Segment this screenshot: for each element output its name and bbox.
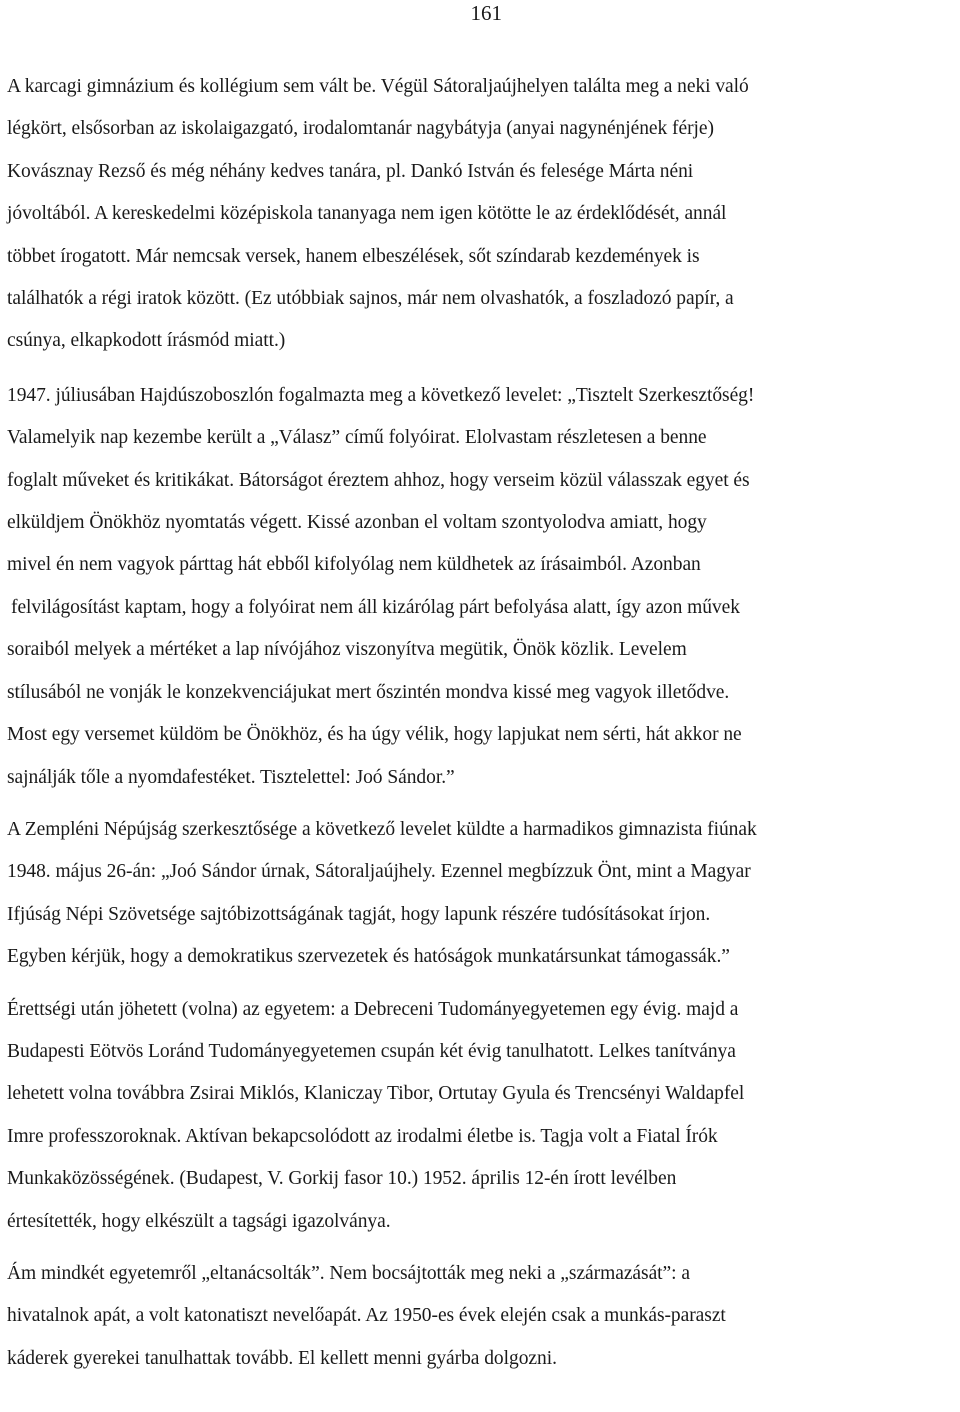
paragraph-gap [7,799,957,809]
text-line: elküldjem Önökhöz nyomtatás végett. Kissé azonban el voltam szontyolodva amiatt, hogy [7,512,707,534]
text-line: értesítették, hogy elkészült a tagsági igazolványa. [7,1210,391,1232]
paragraph-letter-1947 [7,375,957,799]
paragraph-gap [7,363,957,375]
text-line: 1947. júliusában Hajdúszoboszlón fogalmazta meg a következő levelet: „Tisztelt Szerkesztőség! [7,384,755,406]
text-line: káderek gyerekei tanulhattak tovább. El kellett menni gyárba dolgozni. [7,1347,557,1369]
text-line: lehetett volna továbbra Zsirai Miklós, Klaniczay Tibor, Ortutay Gyula és Trencsényi Waldapfel [7,1083,745,1105]
text-line: Kovásznay Rezső és még néhány kedves tanára, pl. Dankó István és felesége Márta néni [7,160,694,182]
text-line: stílusából ne vonják le konzekvenciájukat mert őszintén mondva kissé meg vagyok illetődve. [7,681,730,703]
text-line: Valamelyik nap kezembe került a „Válasz” című folyóirat. Elolvastam részletesen a benne [7,427,707,449]
paragraph-zempleni-nepujsag [7,809,957,979]
paragraph-gap [7,1243,957,1253]
paragraph-karcag [7,66,957,363]
text-line: Imre professzoroknak. Aktívan bekapcsolódott az irodalmi életbe is. Tagja volt a Fiatal Írók [7,1125,718,1147]
text-line: sajnálják tőle a nyomdafestéket. Tisztelettel: Joó Sándor.” [7,766,455,788]
text-line: többet írogatott. Már nemcsak versek, hanem elbeszélések, sőt színdarab kezdemények is [7,245,700,267]
text-line: Ifjúság Népi Szövetsége sajtóbizottságának tagját, hogy lapunk részére tudósításokat írjon. [7,903,711,925]
text-line: találhatók a régi iratok között. (Ez utóbbiak sajnos, már nem olvashatók, a foszladozó papír, a [7,288,734,310]
text-line: felvilágosítást kaptam, hogy a folyóirat nem áll kizárólag párt befolyása alatt, így azon művek [11,596,740,618]
paragraph-gap [7,979,957,989]
text-line: Budapesti Eötvös Loránd Tudományegyetemen csupán két évig tanulhatott. Lelkes tanítványa [7,1040,736,1062]
text-line: A Zempléni Népújság szerkesztősége a következő levelet küldte a harmadikos gimnazista fiúnak [7,818,757,840]
text-line: soraiból melyek a mértéket a lap nívójához viszonyítva megütik, Önök közlik. Levelem [7,639,687,661]
paragraph-egyetem [7,989,957,1243]
paragraph-eltanacsoltak [7,1253,957,1380]
document-body [7,66,957,1380]
text-line: Most egy versemet küldöm be Önökhöz, és ha úgy vélik, hogy lapjukat nem sérti, hát akkor ne [7,724,742,746]
text-line: Munkaközösségének. (Budapest, V. Gorkij fasor 10.) 1952. április 12-én írott levélben [7,1168,677,1190]
text-line: Érettségi után jöhetett (volna) az egyetem: a Debreceni Tudományegyetemen egy évig. majd a [7,998,739,1020]
page-number: 161 [470,1,502,25]
text-line: hivatalnok apát, a volt katonatiszt nevelőapát. Az 1950-es évek elején csak a munkás-paraszt [7,1305,726,1327]
text-line: Ám mindkét egyetemről „eltanácsolták”. Nem bocsájtották meg neki a „származását”: a [7,1262,690,1284]
text-line: foglalt műveket és kritikákat. Bátorságot éreztem ahhoz, hogy verseim közül válasszak egyet és [7,469,750,491]
text-line: csúnya, elkapkodott írásmód miatt.) [7,330,286,352]
text-line: Egyben kérjük, hogy a demokratikus szervezetek és hatóságok munkatársunkat támogassák.” [7,946,730,968]
text-line: légkört, elsősorban az iskolaigazgató, irodalomtanár nagybátyja (anyai nagynénjének férje) [7,118,714,140]
text-line: A karcagi gimnázium és kollégium sem vált be. Végül Sátoraljaújhelyen találta meg a neki való [7,76,749,97]
text-line: jóvoltából. A kereskedelmi középiskola tananyaga nem igen kötötte le az érdeklődését, annál [7,203,727,225]
text-line: mivel én nem vagyok párttag hát ebből kifolyólag nem küldhetek az írásaimból. Azonban [7,554,701,576]
text-line: 1948. május 26-án: „Joó Sándor úrnak, Sátoraljaújhely. Ezennel megbízzuk Önt, mint a Magyar [7,861,751,883]
